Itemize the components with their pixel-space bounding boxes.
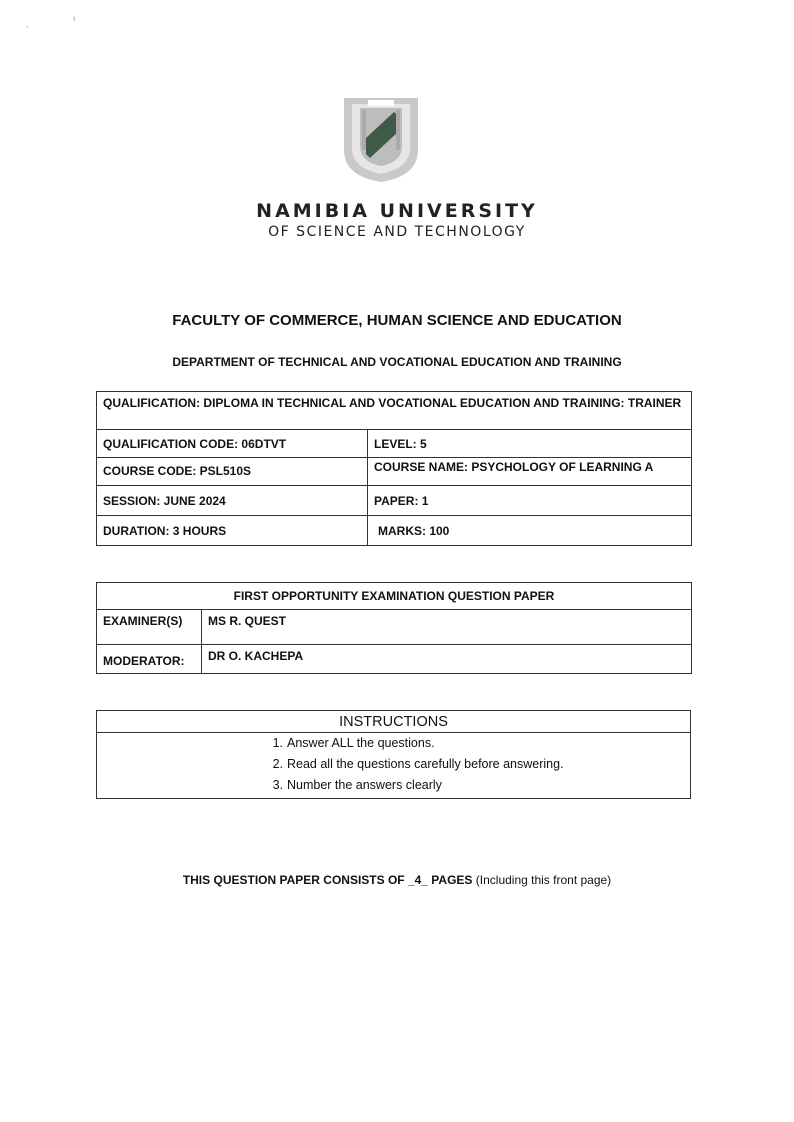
course-info-table [96, 391, 692, 546]
instructions-table [96, 710, 691, 799]
course-code-cell: COURSE CODE: PSL510S [97, 458, 368, 486]
instruction-item: 2. Read all the questions carefully before answering. [272, 757, 564, 771]
page-count-normal: (Including this front page) [472, 873, 612, 887]
level-cell: LEVEL: 5 [368, 430, 692, 458]
exam-heading: FIRST OPPORTUNITY EXAMINATION QUESTION PAPER [97, 583, 692, 610]
page-count-bold: THIS QUESTION PAPER CONSISTS OF _4_ PAGES [182, 873, 473, 887]
scan-mark: ı [73, 14, 76, 23]
page-count-note [0, 873, 794, 887]
examination-table [96, 582, 692, 674]
qualification-cell: QUALIFICATION: DIPLOMA IN TECHNICAL AND VOCATIONAL EDUCATION AND TRAINING: TRAINER [97, 392, 692, 430]
marks-cell: MARKS: 100 [368, 516, 692, 546]
examiner-value: MS R. QUEST [202, 610, 692, 645]
moderator-label: MODERATOR: [97, 645, 202, 674]
instruction-item: 1. Answer ALL the questions. [272, 736, 435, 750]
instructions-heading: INSTRUCTIONS [97, 711, 691, 733]
university-logo [338, 92, 424, 184]
faculty-title: FACULTY OF COMMERCE, HUMAN SCIENCE AND EDUCATION [172, 312, 622, 329]
duration-cell: DURATION: 3 HOURS [97, 516, 368, 546]
department-title: DEPARTMENT OF TECHNICAL AND VOCATIONAL EDUCATION AND TRAINING [172, 355, 622, 369]
moderator-value: DR O. KACHEPA [202, 645, 692, 674]
scan-mark: , [26, 20, 29, 29]
qualification-code-cell: QUALIFICATION CODE: 06DTVT [97, 430, 368, 458]
course-name-cell: COURSE NAME: PSYCHOLOGY OF LEARNING A [368, 458, 692, 486]
instruction-item: 3. Number the answers clearly [272, 778, 442, 792]
examiner-label: EXAMINER(S) [97, 610, 202, 645]
instructions-list [97, 733, 690, 796]
university-name-line1: NAMIBIA UNIVERSITY [256, 200, 538, 222]
paper-cell: PAPER: 1 [368, 486, 692, 516]
university-name-line2: OF SCIENCE AND TECHNOLOGY [268, 224, 526, 240]
session-cell: SESSION: JUNE 2024 [97, 486, 368, 516]
